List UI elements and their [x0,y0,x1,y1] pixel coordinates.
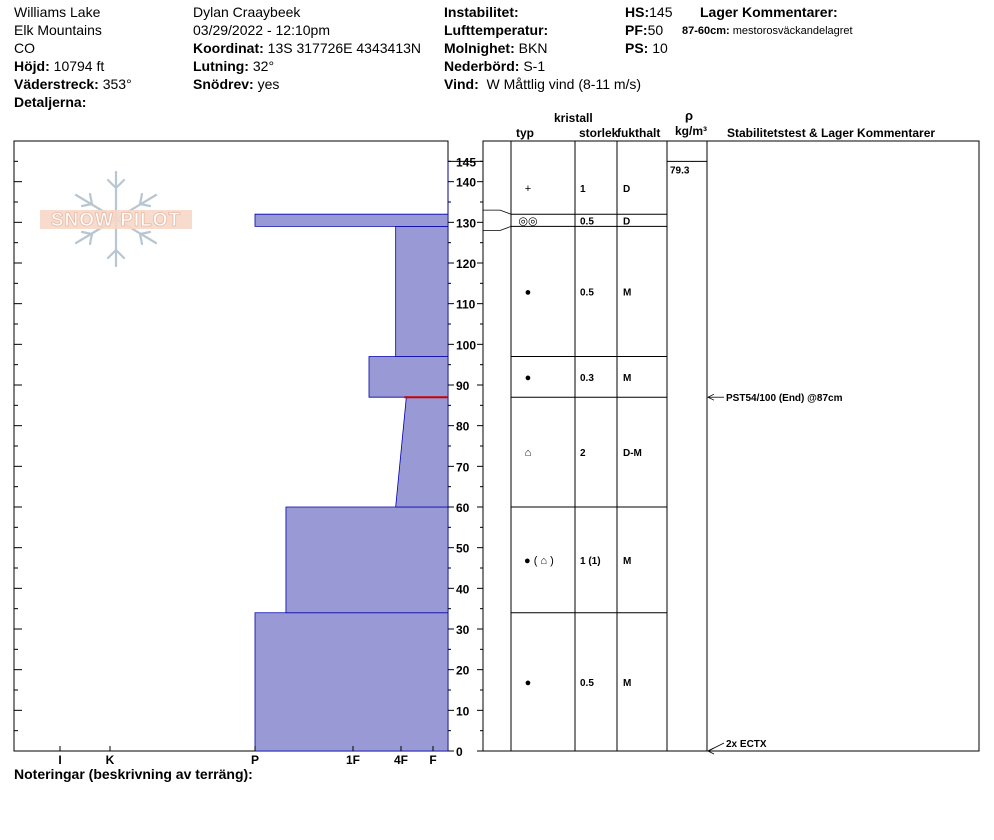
hardness-label-1F: 1F [345,753,361,767]
y-label-90: 90 [456,379,470,393]
slope-value: 32° [252,58,275,74]
layer-grain-4: ⌂ [524,447,532,460]
layer-grain-5: ● ( ⌂ ) [524,554,554,567]
ps-label: PS: [625,40,649,56]
y-label-140: 140 [456,175,477,190]
y-label-40: 40 [456,582,470,597]
y-label-20: 20 [456,663,470,678]
layer-moisture-1: D [623,216,631,228]
layer-comment-text: mestorosväckandelagret [732,25,853,37]
hardness-layer-5 [255,214,448,226]
moisture-header: fukthalt [617,126,661,140]
y-label-30: 30 [456,623,470,637]
instability-label: Instabilitet: [444,4,519,20]
y-label-70: 70 [456,460,470,475]
y-label-0: 0 [456,745,463,759]
ps-value: 10 [652,40,668,56]
drift-label: Snödrev: [193,76,254,92]
y-label-80: 80 [456,419,470,434]
precip-label: Nederbörd: [444,58,520,74]
layer-grain-1: ◎◎ [518,215,538,228]
snowpilot-logo [40,172,192,266]
layer-grain-3: ● [524,371,532,384]
hardness-layer-2 [396,397,448,507]
stability-header: Stabilitetstest & Lager Kommentarer [727,126,936,140]
datetime: 03/29/2022 - 12:10pm [193,22,330,38]
layer-grain-0: + [524,182,532,195]
layer-moisture-6: M [623,677,632,689]
sky-value: BKN [518,40,548,56]
location-name: Williams Lake [14,4,101,20]
layer-size-3: 0.3 [580,372,594,384]
y-label-110: 110 [456,297,476,312]
coord-label: Koordinat: [193,40,264,56]
hardness-layer-3 [369,357,448,398]
layer-size-6: 0.5 [580,677,594,689]
hardness-label-4F: 4F [393,753,409,767]
slope-label: Lutning: [193,58,249,74]
drift-value: yes [257,76,280,92]
layer-moisture-3: M [623,372,632,384]
details-label: Detaljerna: [14,94,87,110]
type-header: typ [516,126,534,140]
layer-size-0: 1 [580,183,586,195]
hardness-label-K: K [105,753,115,767]
wind-value: W Måttlig vind (8-11 m/s) [486,76,642,92]
layer-comments-label: Lager Kommentarer: [700,4,838,20]
connector-129 [483,226,511,230]
hardness-layer-4 [396,226,448,356]
rho-header: ρ [685,108,694,123]
crystal-header: kristall [554,111,593,125]
notes-label: Noteringar (beskrivning av terräng): [14,766,253,782]
sky-label: Molnighet: [444,40,515,56]
y-label-10: 10 [456,704,470,719]
hs-label: HS: [625,4,650,20]
density-unit-header: kg/m³ [675,124,708,138]
test-label-1: 2x ECTX [726,739,767,750]
layer-moisture-0: D [623,183,631,195]
test-label-0: PST54/100 (End) @87cm [726,393,843,405]
precip-value: S-1 [523,58,546,74]
y-label-130: 130 [456,216,477,231]
density-value-0: 79.3 [670,165,690,177]
layer-size-2: 0.5 [580,287,594,299]
state: CO [14,40,35,56]
aspect-label: Väderstreck: [14,76,99,92]
y-label-60: 60 [456,501,470,515]
y-label-50: 50 [456,541,470,556]
hardness-label-P: P [250,753,260,767]
size-header: storlek [579,126,619,140]
aspect-value: 353° [102,76,132,92]
layer-moisture-5: M [623,555,632,567]
y-label-100: 100 [456,338,477,353]
pf-label: PF: [625,22,648,38]
column-headers [516,108,935,140]
y-label-120: 120 [456,257,477,271]
layer-table-frame [483,141,979,751]
connector-132 [483,210,511,214]
layer-grain-2: ● [524,286,532,299]
layer-size-1: 0.5 [580,216,594,228]
layer-grain-6: ● [524,676,532,689]
layer-comment-range: 87-60cm: [682,25,730,37]
pf-value: 50 [647,22,664,38]
layer-size-5: 1 (1) [580,555,601,567]
hardness-label-F: F [429,753,437,767]
hardness-label-I: I [58,753,62,767]
elevation-label: Höjd: [14,58,50,74]
airtemp-label: Lufttemperatur: [444,22,549,38]
hs-value: 145 [649,4,673,20]
y-label-145: 145 [456,155,477,170]
layer-size-4: 2 [580,448,586,460]
layer-moisture-2: M [623,287,632,299]
coord-value: 13S 317726E 4343413N [267,40,422,56]
hardness-layer-1 [286,507,448,613]
wind-label: Vind: [444,76,479,92]
elevation-value: 10794 ft [53,58,105,74]
mountain-range: Elk Mountains [14,22,102,38]
observer: Dylan Craaybeek [193,4,301,20]
layer-moisture-4: D-M [623,448,642,460]
logo-text: SNOW PILOT [50,210,182,231]
hardness-layer-0 [255,613,448,751]
